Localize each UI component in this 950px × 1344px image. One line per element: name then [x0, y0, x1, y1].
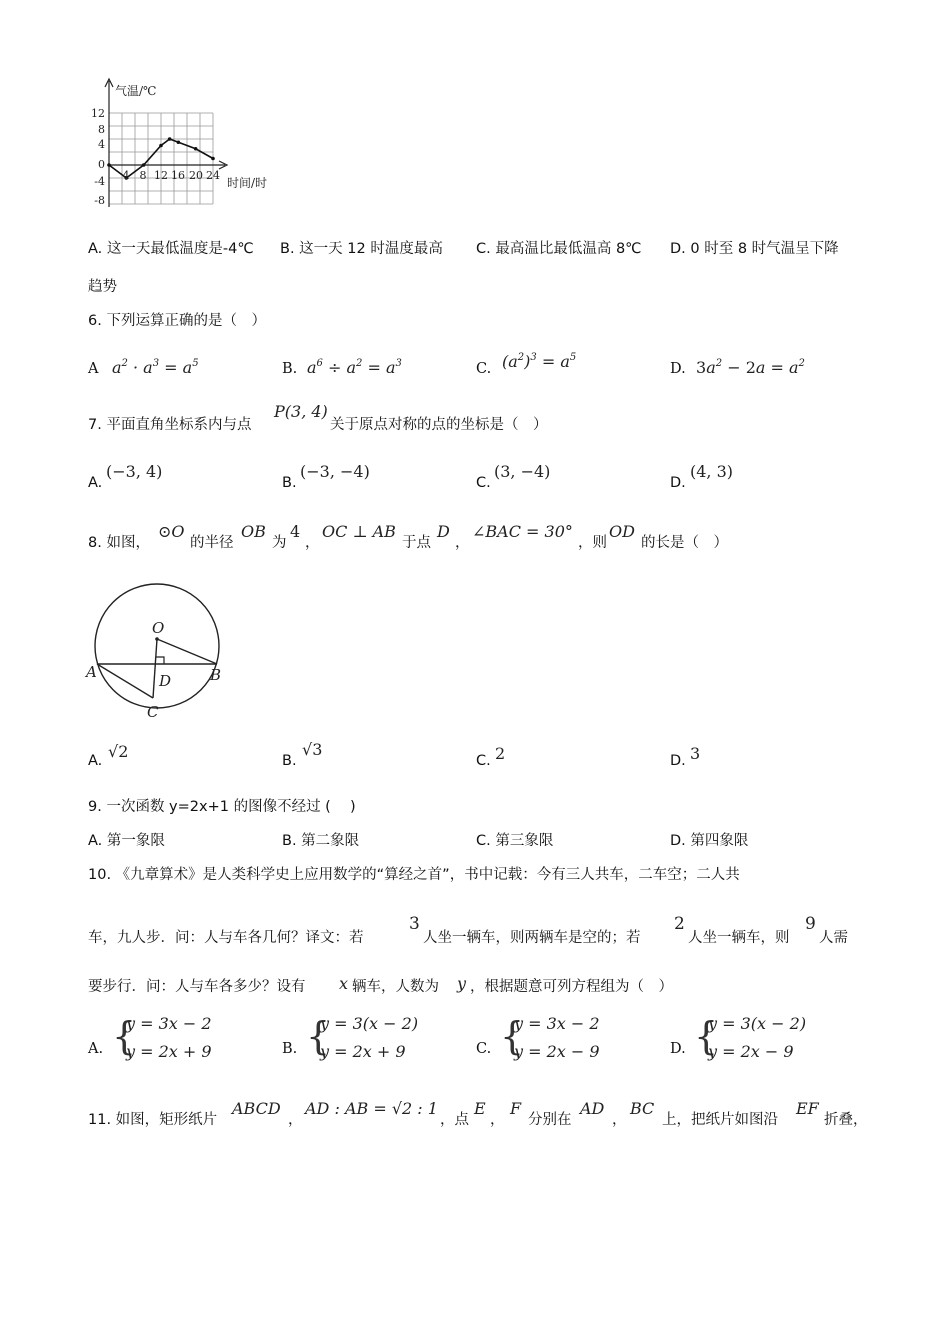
- q6-option-c-expr: $(a^2)^3 = a^5$: [502, 352, 577, 371]
- y-tick-neg4: -4: [94, 175, 105, 188]
- q11-text-1: 11. 如图，矩形纸片: [88, 1112, 218, 1128]
- temperature-point-12: [159, 144, 163, 148]
- q5-option-b: B. 这一天 12 时温度最高: [280, 241, 443, 257]
- q10-system-b-eq1: y = 3(x − 2): [320, 1014, 419, 1033]
- temperature-point-0: [107, 163, 111, 167]
- temperature-point-24: [211, 157, 215, 161]
- q7-answer-d: (4, 3): [690, 462, 734, 481]
- q10-line-3b: 辆车，人数为: [352, 979, 439, 995]
- q10-label-a: A.: [88, 1041, 104, 1057]
- q8-label-c: C.: [476, 753, 491, 769]
- q10-num-2: 2: [674, 914, 685, 934]
- q7-answer-a: (−3, 4): [106, 462, 163, 481]
- q7-stem-pre: 7. 平面直角坐标系内与点: [88, 417, 252, 433]
- label-o: O: [152, 619, 165, 637]
- q8-label-d: D.: [670, 753, 686, 769]
- q10-line-2a: 车，九人步．问：人与车各几何？译文：若: [88, 930, 364, 946]
- x-tick-24: 24: [206, 169, 220, 182]
- q10-line-1: 10. 《九章算术》是人类科学史上应用数学的“算经之首”，书中记载：今有三人共车，二车空；二人共: [88, 867, 740, 883]
- q8-stem-1: 8. 如图，: [88, 535, 150, 551]
- q10-num-3: 3: [409, 914, 420, 934]
- y-axis-label: 气温/℃: [115, 84, 157, 98]
- q10-system-c-eq2: y = 2x − 9: [514, 1042, 600, 1061]
- q5-option-a: A. 这一天最低温度是-4℃: [88, 241, 254, 257]
- x-axis-label: 时间/时: [227, 176, 268, 190]
- q8-answer-c: 2: [495, 744, 506, 763]
- q10-system-a-eq2: y = 2x + 9: [126, 1042, 212, 1061]
- q8-stem-5: 于点: [402, 535, 431, 551]
- q7-answer-b: (−3, −4): [300, 462, 370, 481]
- q6-option-b-expr: $a^6 \div a^2 = a^3$: [307, 358, 402, 377]
- q10-system-a-eq1: y = 3x − 2: [126, 1014, 212, 1033]
- x-tick-8: 8: [139, 169, 147, 182]
- x-tick-16: 16: [171, 169, 185, 182]
- q8-ob: OB: [241, 522, 266, 541]
- q11-ef: EF: [796, 1099, 819, 1118]
- q10-line-2d: 人需: [819, 930, 848, 946]
- q8-stem-6: ，: [455, 535, 470, 551]
- q11-text-8: 折叠，: [824, 1112, 868, 1128]
- q7-answer-c: (3, −4): [494, 462, 551, 481]
- q9-option-a: A. 第一象限: [88, 833, 165, 849]
- q10-var-y: y: [457, 974, 467, 993]
- temperature-point-20: [194, 147, 198, 151]
- q8-circle-figure: [80, 576, 240, 726]
- x-tick-4: 4: [122, 169, 130, 182]
- label-c: C: [147, 703, 159, 721]
- q8-answer-a: √2: [108, 742, 129, 761]
- q6-label-b: B.: [282, 361, 298, 377]
- q11-text-5: 分别在: [528, 1112, 572, 1128]
- q9-stem: 9. 一次函数 y=2x+1 的图像不经过 ( ): [88, 799, 356, 815]
- q10-var-x: x: [339, 974, 349, 993]
- q7-label-c: C.: [476, 475, 491, 491]
- q6-option-d-expr: $3a^2 - 2a = a^2$: [696, 358, 805, 377]
- q8-label-a: A.: [88, 753, 103, 769]
- q8-stem-2: 的半径: [190, 535, 234, 551]
- label-b: B: [210, 666, 222, 684]
- q6-label-a: A: [88, 361, 99, 377]
- q10-system-b-eq2: y = 2x + 9: [320, 1042, 406, 1061]
- q8-answer-b: √3: [302, 740, 323, 759]
- temperature-point-14: [168, 137, 172, 141]
- q9-option-b: B. 第二象限: [282, 833, 360, 849]
- q10-brace-d: {: [694, 1014, 719, 1058]
- q10-line-3c: ，根据题意可列方程组为（ ）: [470, 979, 673, 995]
- q7-label-d: D.: [670, 475, 686, 491]
- q10-line-2b: 人坐一辆车，则两辆车是空的；若: [423, 930, 641, 946]
- x-tick-20: 20: [189, 169, 203, 182]
- q5-option-d: D. 0 时至 8 时气温呈下降: [670, 241, 839, 257]
- q10-brace-a: {: [112, 1014, 137, 1058]
- q8-oc-perp-ab: OC ⊥ AB: [322, 522, 396, 541]
- q11-ratio: AD : AB = √2 : 1: [305, 1099, 438, 1118]
- q10-system-c-eq1: y = 3x − 2: [514, 1014, 600, 1033]
- q8-point-d: D: [437, 522, 450, 541]
- x-tick-12: 12: [154, 169, 168, 182]
- q10-system-d-eq1: y = 3(x − 2): [708, 1014, 807, 1033]
- temperature-point-16: [177, 140, 181, 144]
- label-d: D: [159, 672, 172, 690]
- y-tick-4: 4: [98, 138, 105, 151]
- q8-stem-4: ，: [305, 535, 320, 551]
- q9-option-c: C. 第三象限: [476, 833, 554, 849]
- q10-label-b: B.: [282, 1041, 298, 1057]
- point-o: [155, 637, 159, 641]
- graph-grid: [109, 113, 213, 204]
- q8-label-b: B.: [282, 753, 297, 769]
- q6-option-a-expr: $a^2 \cdot a^3 = a^5$: [112, 358, 199, 377]
- q5-option-c: C. 最高温比最低温高 8℃: [476, 241, 642, 257]
- q7-label-a: A.: [88, 475, 103, 491]
- q11-text-4: ，: [490, 1112, 505, 1128]
- q8-answer-d: 3: [690, 744, 701, 763]
- segment-ob: [157, 639, 217, 664]
- q10-label-c: C.: [476, 1041, 492, 1057]
- q7-stem-post: 关于原点对称的点的坐标是（ ）: [330, 417, 548, 433]
- q10-brace-c: {: [500, 1014, 525, 1058]
- label-a: A: [86, 663, 97, 681]
- q10-label-d: D.: [670, 1041, 686, 1057]
- q11-point-f: F: [510, 1099, 522, 1118]
- y-tick-neg8: -8: [94, 194, 105, 207]
- q8-stem-3: 为: [272, 535, 287, 551]
- q10-line-2c: 人坐一辆车，则: [688, 930, 790, 946]
- y-tick-8: 8: [98, 123, 105, 136]
- temperature-graph: [85, 75, 285, 215]
- segment-oc: [153, 639, 157, 698]
- q11-text-6: ，: [612, 1112, 627, 1128]
- q7-point: P(3, 4): [274, 402, 328, 421]
- q9-option-d: D. 第四象限: [670, 833, 749, 849]
- q10-num-9: 9: [805, 914, 816, 934]
- q11-text-3: ，点: [440, 1112, 469, 1128]
- q11-bc: BC: [630, 1099, 655, 1118]
- q6-stem: 6. 下列运算正确的是（ ）: [88, 313, 266, 329]
- q6-label-c: C.: [476, 361, 492, 377]
- q8-stem-7: ，则: [578, 535, 607, 551]
- q8-radius: 4: [290, 522, 301, 541]
- q11-abcd: ABCD: [232, 1099, 281, 1118]
- y-tick-0: 0: [98, 158, 105, 171]
- y-tick-12: 12: [91, 107, 105, 120]
- q11-ad: AD: [580, 1099, 605, 1118]
- q8-circle-o: ⊙O: [158, 522, 185, 541]
- q8-stem-8: 的长是（ ）: [641, 535, 728, 551]
- q10-line-3a: 要步行．问：人与车各多少？设有: [88, 979, 306, 995]
- q7-label-b: B.: [282, 475, 297, 491]
- right-angle-mark: [156, 657, 164, 664]
- q11-text-2: ，: [288, 1112, 303, 1128]
- q8-angle: ∠BAC = 30°: [472, 522, 573, 541]
- q11-text-7: 上，把纸片如图沿: [662, 1112, 778, 1128]
- q6-label-d: D.: [670, 361, 686, 377]
- temperature-point-8: [142, 163, 146, 167]
- q10-system-d-eq2: y = 2x − 9: [708, 1042, 794, 1061]
- q5-option-d-continuation: 趋势: [88, 279, 117, 295]
- q10-brace-b: {: [306, 1014, 331, 1058]
- q8-od: OD: [609, 522, 635, 541]
- q11-point-e: E: [474, 1099, 486, 1118]
